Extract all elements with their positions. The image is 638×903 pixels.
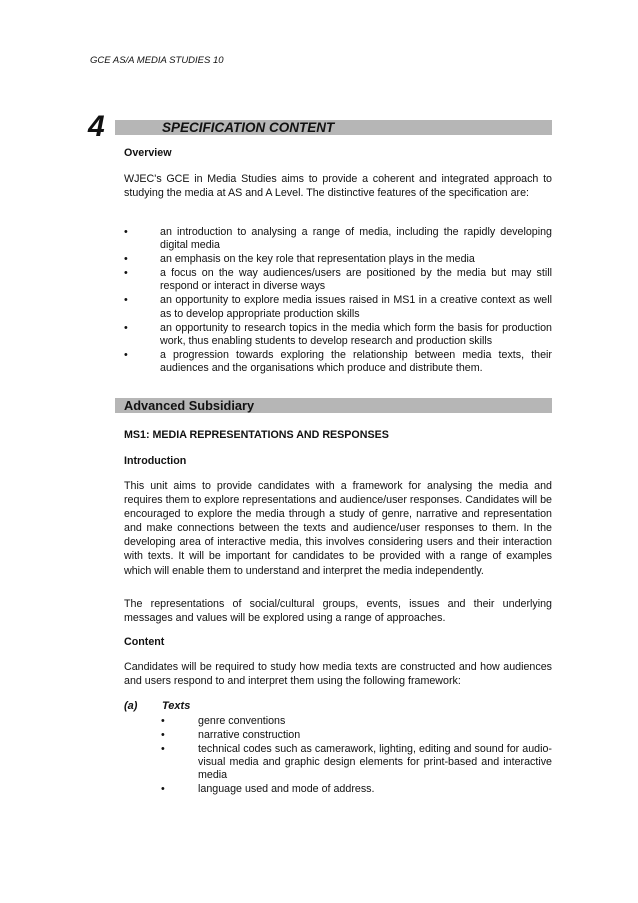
representations-paragraph: The representations of social/cultural groups, events, issues and their underlying messages and values will be explored using a range of approaches. xyxy=(124,598,552,625)
subsection-title: Advanced Subsidiary xyxy=(124,398,255,413)
texts-bullet-list xyxy=(161,715,552,797)
introduction-paragraph: This unit aims to provide candidates with a framework for analysing the media and requires them to explore representations and audience/user responses. Candidates will be encouraged to explore the media through a study of genre, narrative and representation and make connections between the texts and audience/user responses to them. In the developing area of interactive media, this involves considering users and their interaction with texts. It will be important for candidates to be provided with a range of examples which will enable them to understand and interpret the media independently. xyxy=(124,480,552,577)
list-item: • an opportunity to research topics in the media which form the basis for production work, thus enabling students to develop research and production skills xyxy=(124,321,552,347)
bullet-icon: • xyxy=(161,782,165,795)
introduction-heading: Introduction xyxy=(124,455,187,467)
list-item: • narrative construction xyxy=(161,728,301,741)
bullet-icon: • xyxy=(124,226,128,238)
overview-heading: Overview xyxy=(124,147,172,159)
list-item: • language used and mode of address. xyxy=(161,782,375,795)
section-number: 4 xyxy=(88,110,105,143)
section-title: SPECIFICATION CONTENT xyxy=(162,120,335,135)
list-item: • technical codes such as camerawork, lighting, editing and sound for audio-visual media and graphic design elements for print-based and interactive media xyxy=(161,742,552,781)
list-item: • an opportunity to explore media issues raised in MS1 in a creative context as well as to develop appropriate production skills xyxy=(124,294,552,320)
overview-intro: WJEC's GCE in Media Studies aims to provide a coherent and integrated approach to studying the media at AS and A Level. The distinctive features of the specification are: xyxy=(124,173,552,200)
content-heading: Content xyxy=(124,636,165,648)
bullet-icon: • xyxy=(124,267,128,280)
list-item: • genre conventions xyxy=(161,715,286,727)
list-item: • an emphasis on the key role that representation plays in the media xyxy=(124,253,475,266)
overview-bullet-list xyxy=(124,226,552,376)
bullet-icon: • xyxy=(124,294,128,307)
unit-heading: MS1: MEDIA REPRESENTATIONS AND RESPONSES xyxy=(124,429,389,441)
framework-title: Texts xyxy=(162,700,191,712)
content-paragraph: Candidates will be required to study how media texts are constructed and how audiences and users respond to and interpret them using the following framework: xyxy=(124,661,552,688)
list-item: • a progression towards exploring the relationship between media texts, their audiences and the organisations which produce and distribute them. xyxy=(124,348,552,375)
list-item: • a focus on the way audiences/users are positioned by the media but may still respond or interact in diverse ways xyxy=(124,267,552,293)
bullet-icon: • xyxy=(161,742,165,755)
bullet-icon: • xyxy=(124,348,128,361)
list-item: • an introduction to analysing a range of media, including the rapidly developing digital media xyxy=(124,226,552,252)
bullet-icon: • xyxy=(124,253,128,266)
running-head: GCE AS/A MEDIA STUDIES 10 xyxy=(90,55,224,66)
bullet-icon: • xyxy=(161,728,165,741)
framework-label: (a) xyxy=(124,700,138,712)
bullet-icon: • xyxy=(124,321,128,334)
bullet-icon: • xyxy=(161,715,165,727)
